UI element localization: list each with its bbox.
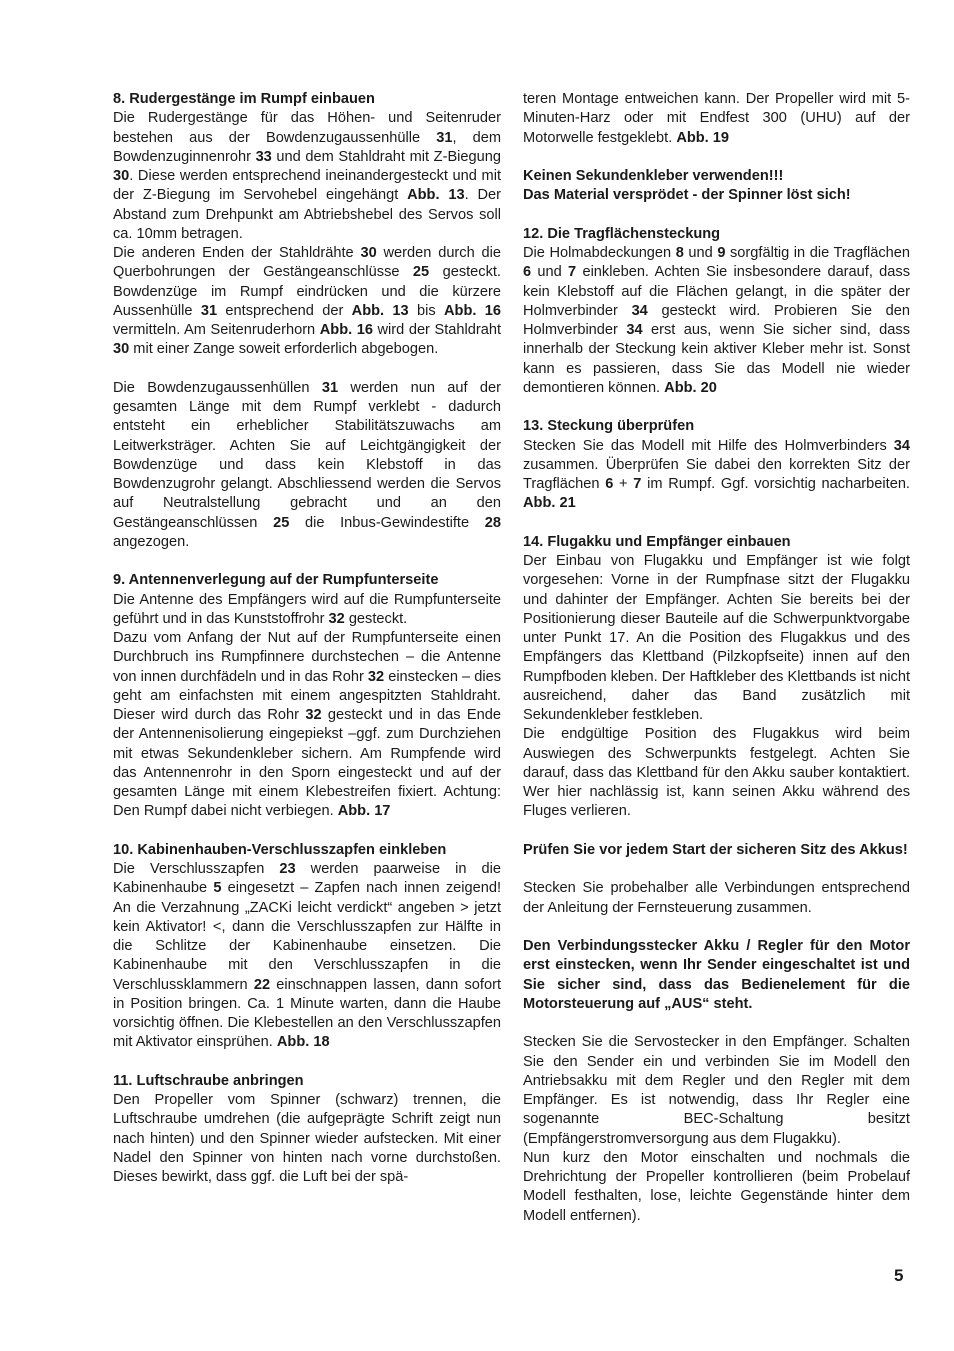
section-8-paragraph-3: Die Bowdenzugaussenhüllen 31 werden nun auf der gesamten Länge mit dem Rumpf verklebt - dadurch entsteht ein erheblicher Stabilitätszuwachs am Leitwerksträger. Achten Sie auf Leichtgängigkeit der Bowdenzüge und dass kein Klebstoff in das Bowdenzugrohr gelangt. Abschliessend werden die Servos auf Neutralstellung gebracht und an den Gestängeanschlüssen 25 die Inbus-Gewindestifte 28 angezogen. [113,379,501,550]
section-10-paragraph-1: Die Verschlusszapfen 23 werden paarweise in die Kabinenhaube 5 eingesetzt – Zapfen nach innen zeigend! An die Verzahnung „ZACKi leicht verdickt“ angeben > jetzt kein Aktivator! <, dann die Verschlusszapfen zur Hälfte in die Schlitze der Kabinenhaube einsetzen. Die Kabinenhaube mit den Verschlusszapfen in die Verschlussklammern 22 einschnappen lassen, dann sofort in Position bringen. Ca. 1 Minute warten, dann die Haube vorsichtig öffnen. Die Klebestellen an den Verschlusszapfen mit Aktivator einsprühen. Abb. 18 [113,861,502,1051]
section-11-heading: 11. Luftschraube anbringen [113,1072,304,1089]
section-8-paragraph-2: Die anderen Enden der Stahldrähte 30 werden durch die Querbohrungen der Gestängeanschlüsse 25 gesteckt. Bowdenzüge im Rumpf eindrücken und die kürzere Aussenhülle 31 entsprechend der Abb. 13 bis Abb. 16 vermitteln. Am Seitenruderhorn Abb. 16 wird der Stahldraht 30 mit einer Zange soweit erforderlich abgebogen. [113,245,502,358]
section-9-paragraph-2: Dazu vom Anfang der Nut auf der Rumpfunterseite einen Durchbruch ins Rumpfinnere durchstechen – die Antenne von innen durchfädeln und in das Rohr 32 einstecken – dies geht am einfachsten mit einem angespitzten Stahldraht. Dieser wird durch das Rohr 32 gesteckt und in das Ende der Antennenisolierung eingepiekst –ggf. zum Durchziehen mit etwas Sekundenkleber sichern. Am Rumpfende wird das Antennenrohr in den Sporn eingesteckt und auf der gesamten Länge mit einem Klebestreifen fixiert. Achtung: Den Rumpf dabei nicht verbiegen. Abb. 17 [113,630,501,820]
right-column [523,90,910,1226]
warning-line-1: Keinen Sekundenkleber verwenden!!! [523,168,784,184]
section-9-paragraph-1: Die Antenne des Empfängers wird auf die Rumpfunterseite geführt und in das Kunststoffrohr 32 gesteckt. [113,591,501,627]
left-column [113,90,501,1187]
page-number: 5 [894,1266,904,1285]
section-14-warning: Prüfen Sie vor jedem Start der sicheren Sitz des Akkus! [523,841,908,858]
section-8-paragraph-1: Die Rudergestänge für das Höhen- und Seitenruder bestehen aus der Bowdenzugaussenhülle 31, dem Bowdenzuginnenrohr 33 und dem Stahldraht mit Z-Biegung 30. Diese werden entsprechend ineinandergesteckt und mit der Z-Biegung im Servohebel eingehängt Abb. 13. Der Abstand zum Drehpunkt am Abtriebshebel des Servos soll ca. 10mm betragen. [113,110,502,242]
section-10-heading: 10. Kabinenhauben-Verschlusszapfen einkleben [113,841,447,858]
section-12-paragraph-1: Die Holmabdeckungen 8 und 9 sorgfältig in die Tragflächen 6 und 7 einkleben. Achten Sie insbesondere darauf, dass kein Klebstoff auf die Flächen gelangt, in die später der Holmverbinder 34 gesteckt wird. Probieren Sie den Holmverbinder 34 erst aus, wenn Sie sicher sind, dass innerhalb der Steckung kein aktiver Kleber mehr ist. Sonst kann es passieren, dass Sie das Modell nie wieder demontieren können. Abb. 20 [523,245,911,396]
section-12-heading: 12. Die Tragflächensteckung [523,225,721,242]
section-11-paragraph-1: Den Propeller vom Spinner (schwarz) trennen, die Luftschraube umdrehen (die aufgeprägte Schrift zeigt nun nach hinten) und den Spinner wieder aufstecken. Mit einer Nadel den Spinner von hinten nach vorne durchstoßen. Dieses bewirkt, dass ggf. die Luft bei der spä- [113,1092,501,1185]
section-13-paragraph-1: Stecken Sie das Modell mit Hilfe des Holmverbinders 34 zusammen. Überprüfen Sie dabei den korrekten Sitz der Tragflächen 6 + 7 im Rumpf. Ggf. vorsichtig nacharbeiten. Abb. 21 [523,437,910,512]
section-14-paragraph-4: Stecken Sie die Servostecker in den Empfänger. Schalten Sie den Sender ein und verbinden Sie im Modell den Antriebsakku mit dem Regler und den Regler mit dem Empfänger. Es ist notwendig, dass Ihr Regler eine sogenannte BEC-Schaltung besitzt (Empfängerstromversorgung aus dem Flugakku). [523,1034,910,1147]
section-13-heading: 13. Steckung überprüfen [523,418,695,435]
warning-line-2: Das Material versprödet - der Spinner löst sich! [523,187,851,204]
section-14-paragraph-3: Stecken Sie probehalber alle Verbindungen entsprechend der Anleitung der Fernsteuerung zusammen. [523,880,910,916]
section-14-paragraph-2: Die endgültige Position des Flugakkus wird beim Auswiegen des Schwerpunkts festgelegt. Achten Sie darauf, dass das Klettband für den Akku sauber kontaktiert. Wer hier nachlässig ist, kann seinen Akku während des Fluges verlieren. [523,726,910,820]
section-14-warning-2: Den Verbindungsstecker Akku / Regler für den Motor erst einstecken, wenn Ihr Sender eingeschaltet ist und Sie sicher sind, dass das Bedienelement für die Motorsteuerung auf „AUS“ steht. [523,938,910,1012]
section-11-continued: teren Montage entweichen kann. Der Propeller wird mit 5-Minuten-Harz oder mit Endfest 300 (UHU) auf der Motorwelle festgeklebt. Abb. 19 [523,91,910,146]
section-14-paragraph-5: Nun kurz den Motor einschalten und nochmals die Drehrichtung der Propeller kontrollieren (beim Probelauf Modell festhalten, lose, leichte Gegenstände hinter dem Modell entfernen). [523,1149,910,1224]
section-9-heading: 9. Antennenverlegung auf der Rumpfunterseite [113,572,439,589]
section-8-heading: 8. Rudergestänge im Rumpf einbauen [113,91,375,107]
section-14-paragraph-1: Der Einbau von Flugakku und Empfänger ist wie folgt vorgesehen: Vorne in der Rumpfnase sitzt der Flugakku und dahinter der Empfänger. Achten Sie bereits bei der Positionierung dieser Bauteile auf die Schwerpunktvorgabe unter Punkt 17. An die Position des Flugakkus und des Empfängers das Klettband (Pilzkopfseite) innen auf den Rumpfboden kleben. Der Haftkleber des Klettbands ist nicht ausreichend, daher das Band zusätzlich mit Sekundenkleber festkleben. [523,553,910,723]
section-14-heading: 14. Flugakku und Empfänger einbauen [523,533,791,550]
